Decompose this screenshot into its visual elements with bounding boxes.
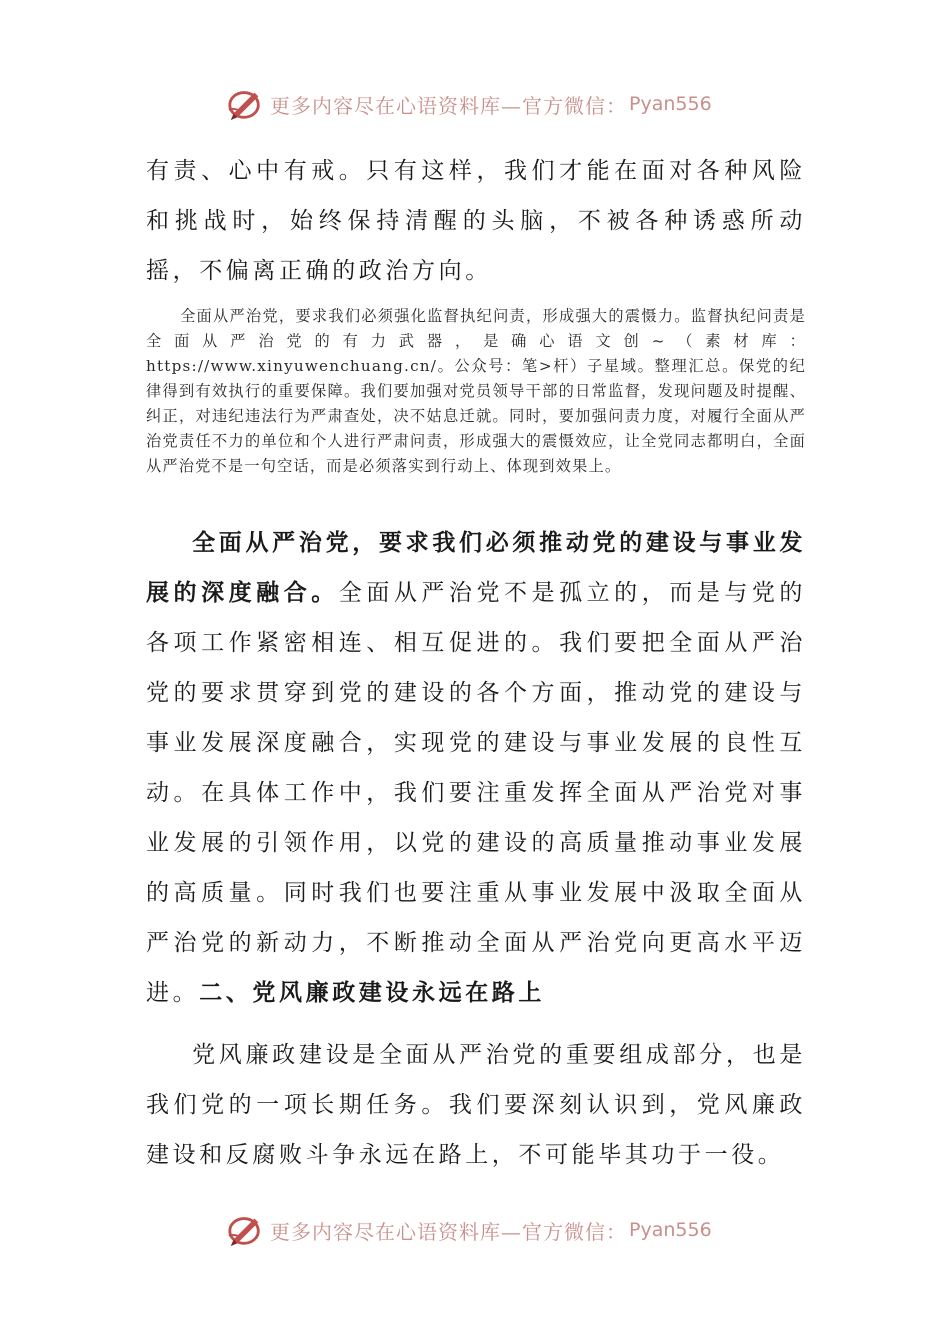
pen-logo-icon [226, 85, 264, 123]
paragraph-clean-governance [146, 1030, 806, 1180]
paragraph-clean-governance-text: 党风廉政建设是全面从严治党的重要组成部分，也是我们党的一项长期任务。我们要深刻认识到，党风廉政建设和反腐败斗争永远在路上，不可能毕其功于一役。 [146, 1042, 806, 1168]
paragraph-supervision [146, 304, 806, 479]
paragraph-continuation: 有责、心中有戒。只有这样，我们才能在面对各种风险和挑战时，始终保持清醒的头脑，不被各种诱惑所动摇，不偏离正确的政治方向。 [146, 158, 806, 284]
section-heading: 二、党风廉政建设永远在路上 [199, 979, 546, 1006]
pen-logo-icon [226, 1211, 264, 1249]
watermark-text: 更多内容尽在心语资料库—官方微信： [270, 93, 627, 118]
paragraph-integration-text: 全面从严治党不是孤立的，而是与党的各项工作紧密相连、相互促进的。我们要把全面从严治党的要求贯穿到党的建设的各个方面，推动党的建设与事业发展深度融合，实现党的建设与事业发展的良性互动。在具体工作中，我们要注重发挥全面从严治党对事业发展的引领作用，以党的建设的高质量推动事业发展的高质量。同时我们也要注重从事业发展中汲取全面从严治党的新动力，不断推动全面从严治党向更高水平迈进。 [146, 580, 807, 1006]
watermark-account: Pyan556 [629, 1219, 712, 1241]
header-watermark [226, 84, 746, 124]
paragraph-integration [146, 518, 806, 1018]
watermark-account: Pyan556 [629, 93, 712, 115]
paragraph-lead-heading: 全面从严治党，要求我们必须推动党的建设与事业发展的深度融合。 [146, 529, 806, 606]
watermark-text: 更多内容尽在心语资料库—官方微信： [270, 1219, 627, 1244]
paragraph-supervision-text: 全面从严治党，要求我们必须强化监督执纪问责，形成强大的震慑力。监督执纪问责是全面从严治党的有力武器，是确心语文创~（素材库：https://www.xinyuwenchuang.cn/。公众号：笔>杆）子星域。整理汇总。保党的纪律得到有效执行的重要保障。我们要加强对党员领导干部的日常监督，发现问题及时提醒、纠正，对违纪违法行为严肃查处，决不姑息迁就。同时，要加强问责力度，对履行全面从严治党责任不力的单位和个人进行严肃问责，形成强大的震慑效应，让全党同志都明白，全面从严治党不是一句空话，而是必须落实到行动上、体现到效果上。 [146, 307, 806, 475]
footer-watermark [226, 1210, 746, 1250]
